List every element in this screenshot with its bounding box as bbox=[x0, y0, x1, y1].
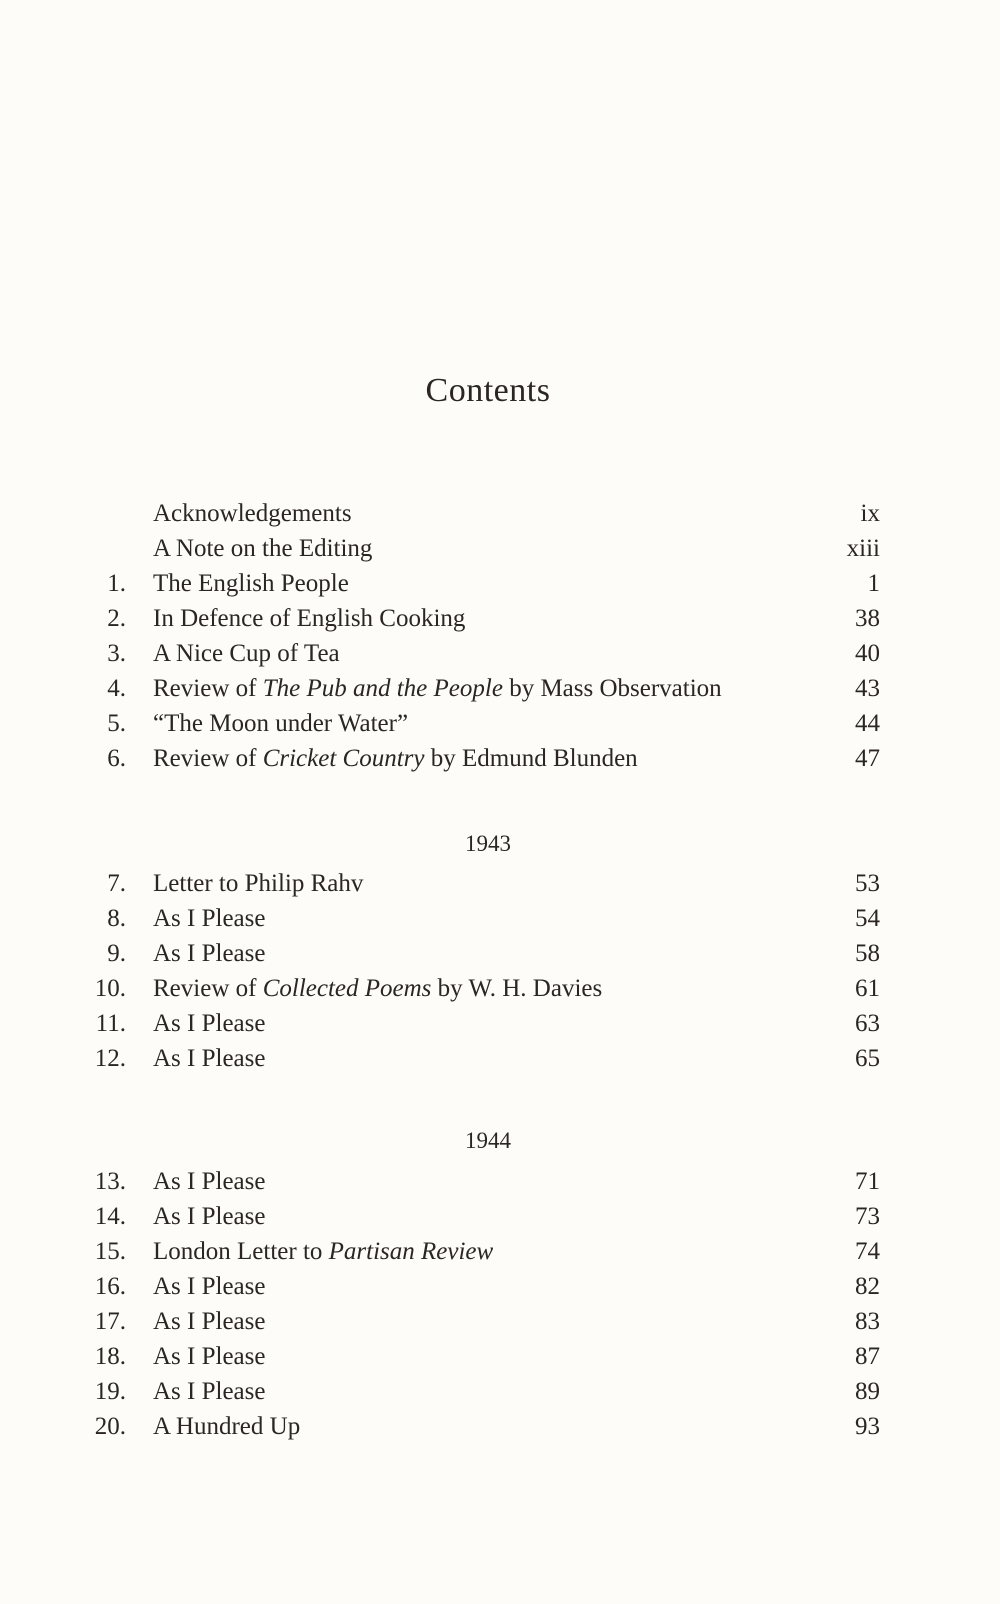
toc-entry-number: 7. bbox=[107, 870, 126, 897]
toc-entry-title: London Letter to Partisan Review bbox=[153, 1238, 494, 1265]
toc-entry-number: 11. bbox=[95, 1010, 126, 1037]
toc-entry-title: As I Please bbox=[153, 940, 266, 967]
toc-entry-number: 18. bbox=[94, 1343, 126, 1370]
toc-entry-title: In Defence of English Cooking bbox=[153, 605, 466, 632]
toc-entry-number: 6. bbox=[107, 745, 126, 772]
page-title: Contents bbox=[425, 372, 551, 409]
toc-entry bbox=[0, 1305, 1000, 1339]
toc-entry-title: The English People bbox=[153, 570, 349, 597]
toc-entry-page: xiii bbox=[846, 535, 880, 562]
toc-entry-acknowledgements bbox=[0, 497, 1000, 531]
toc-entry-number: 15. bbox=[94, 1238, 126, 1265]
toc-entry-editing-note bbox=[0, 532, 1000, 566]
toc-entry bbox=[0, 1200, 1000, 1234]
toc-entry bbox=[0, 972, 1000, 1006]
toc-entry-page: 82 bbox=[855, 1273, 880, 1300]
toc-entry-number: 5. bbox=[107, 710, 126, 737]
toc-entry-number: 3. bbox=[107, 640, 126, 667]
toc-entry-title: Review of Collected Poems by W. H. Davies bbox=[153, 975, 603, 1002]
toc-entry-number: 14. bbox=[94, 1203, 126, 1230]
toc-entry-page: 73 bbox=[855, 1203, 880, 1230]
toc-entry bbox=[0, 672, 1000, 706]
toc-entry-title: A Nice Cup of Tea bbox=[153, 640, 340, 667]
toc-entry-number: 17. bbox=[94, 1308, 126, 1335]
year-heading: 1944 bbox=[465, 1128, 511, 1153]
toc-entry-page: 44 bbox=[855, 710, 880, 737]
toc-entry-number: 19. bbox=[94, 1378, 126, 1405]
toc-entry-title: As I Please bbox=[153, 1010, 266, 1037]
toc-entry-title: As I Please bbox=[153, 1203, 266, 1230]
toc-entry-page: 83 bbox=[855, 1308, 880, 1335]
toc-entry-page: 89 bbox=[855, 1378, 880, 1405]
toc-entry-page: 43 bbox=[855, 675, 880, 702]
toc-entry bbox=[0, 1375, 1000, 1409]
toc-entry-number: 10. bbox=[94, 975, 126, 1002]
toc-entry-page: 93 bbox=[855, 1413, 880, 1440]
toc-entry-number: 12. bbox=[94, 1045, 126, 1072]
toc-entry-title: A Hundred Up bbox=[153, 1413, 301, 1440]
toc-entry-title: Review of Cricket Country by Edmund Blunden bbox=[153, 745, 638, 772]
toc-entry-page: 58 bbox=[855, 940, 880, 967]
toc-entry-page: 65 bbox=[855, 1045, 880, 1072]
toc-entry bbox=[0, 1235, 1000, 1269]
toc-entry-page: 53 bbox=[855, 870, 880, 897]
toc-entry-page: ix bbox=[860, 500, 880, 527]
toc-entry bbox=[0, 1007, 1000, 1041]
toc-entry bbox=[0, 867, 1000, 901]
toc-entry bbox=[0, 1042, 1000, 1076]
toc-entry-number: 4. bbox=[107, 675, 126, 702]
toc-entry bbox=[0, 742, 1000, 776]
toc-entry-number: 9. bbox=[107, 940, 126, 967]
toc-entry bbox=[0, 707, 1000, 741]
toc-entry-number: 8. bbox=[107, 905, 126, 932]
toc-entry-title: A Note on the Editing bbox=[153, 535, 373, 562]
toc-entry-title: Letter to Philip Rahv bbox=[153, 870, 364, 897]
toc-entry-title: As I Please bbox=[153, 1273, 266, 1300]
toc-entry-page: 74 bbox=[855, 1238, 880, 1265]
toc-entry-title: As I Please bbox=[153, 1378, 266, 1405]
toc-entry-number: 1. bbox=[107, 570, 126, 597]
toc-entry-title: As I Please bbox=[153, 1308, 266, 1335]
toc-entry bbox=[0, 1340, 1000, 1374]
toc-entry-title: Acknowledgements bbox=[153, 500, 352, 527]
toc-entry-title: As I Please bbox=[153, 1168, 266, 1195]
toc-entry-page: 54 bbox=[855, 905, 880, 932]
toc-entry bbox=[0, 602, 1000, 636]
toc-entry-title: As I Please bbox=[153, 1343, 266, 1370]
toc-entry-title: “The Moon under Water” bbox=[153, 710, 409, 737]
toc-entry bbox=[0, 902, 1000, 936]
toc-entry bbox=[0, 637, 1000, 671]
toc-entry-number: 13. bbox=[94, 1168, 126, 1195]
toc-entry-page: 1 bbox=[867, 570, 880, 597]
year-heading: 1943 bbox=[465, 831, 511, 856]
toc-entry-number: 16. bbox=[94, 1273, 126, 1300]
toc-entry-page: 47 bbox=[855, 745, 880, 772]
toc-entry bbox=[0, 567, 1000, 601]
toc-entry bbox=[0, 1165, 1000, 1199]
toc-entry-title: As I Please bbox=[153, 905, 266, 932]
toc-entry-page: 40 bbox=[855, 640, 880, 667]
toc-entry-title: As I Please bbox=[153, 1045, 266, 1072]
toc-entry-number: 20. bbox=[94, 1413, 126, 1440]
toc-entry bbox=[0, 1270, 1000, 1304]
toc-entry-page: 63 bbox=[855, 1010, 880, 1037]
toc-entry-title: Review of The Pub and the People by Mass Observation bbox=[153, 675, 722, 702]
toc-entry-page: 38 bbox=[855, 605, 880, 632]
toc-entry-page: 87 bbox=[855, 1343, 880, 1370]
toc-entry-page: 61 bbox=[855, 975, 880, 1002]
toc-entry-number: 2. bbox=[107, 605, 126, 632]
toc-entry-page: 71 bbox=[855, 1168, 880, 1195]
toc-entry bbox=[0, 1410, 1000, 1444]
toc-entry bbox=[0, 937, 1000, 971]
